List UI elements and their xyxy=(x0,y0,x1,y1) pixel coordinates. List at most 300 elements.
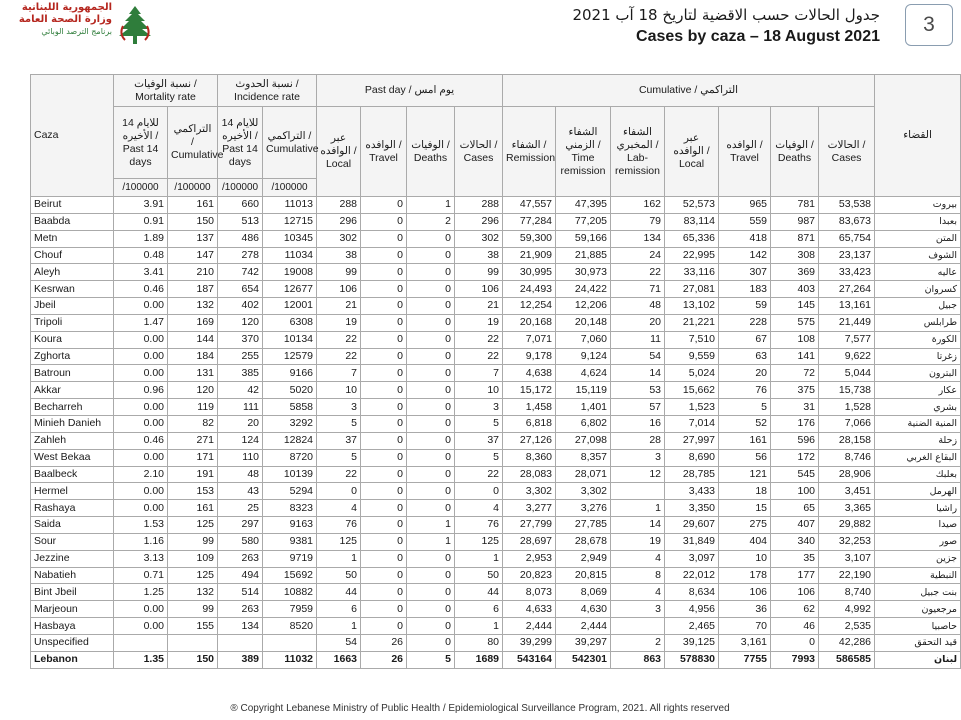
table-cell: 0.46 xyxy=(114,432,168,449)
caza-name-arabic: كسروان xyxy=(875,281,961,298)
table-cell: 99 xyxy=(317,264,361,281)
table-cell: 72 xyxy=(771,365,819,382)
table-cell: 0 xyxy=(407,298,455,315)
table-cell: 5 xyxy=(719,399,771,416)
table-cell: 176 xyxy=(771,415,819,432)
table-cell: 389 xyxy=(218,651,263,668)
table-cell: 54 xyxy=(317,634,361,651)
caza-name: Minieh Danieh xyxy=(31,415,114,432)
logo-text xyxy=(8,2,112,38)
table-cell: 28 xyxy=(611,432,665,449)
table-cell: 20,148 xyxy=(556,314,611,331)
table-cell: 144 xyxy=(168,331,218,348)
col-pastday-local: عبر الوافده / Local xyxy=(317,107,361,197)
caza-name: Lebanon xyxy=(31,651,114,668)
table-cell: 70 xyxy=(719,618,771,635)
table-cell: 38 xyxy=(317,247,361,264)
table-cell: 3,365 xyxy=(819,500,875,517)
table-cell: 150 xyxy=(168,651,218,668)
table-cell: 65,754 xyxy=(819,230,875,247)
table-cell: 9,622 xyxy=(819,348,875,365)
table-cell: 0.00 xyxy=(114,500,168,517)
table-cell: 14 xyxy=(611,365,665,382)
table-cell: 0 xyxy=(407,281,455,298)
table-cell: 0 xyxy=(361,314,407,331)
table-cell: 2,444 xyxy=(556,618,611,635)
table-cell: 10345 xyxy=(263,230,317,247)
table-cell: 308 xyxy=(771,247,819,264)
table-cell: 0.00 xyxy=(114,415,168,432)
table-cell: 4,956 xyxy=(665,601,719,618)
table-cell: 59,300 xyxy=(503,230,556,247)
caza-name: Aleyh xyxy=(31,264,114,281)
table-cell: 10 xyxy=(455,382,503,399)
table-cell xyxy=(611,618,665,635)
page-title xyxy=(572,4,880,48)
table-cell: 486 xyxy=(218,230,263,247)
table-cell: 29,607 xyxy=(665,517,719,534)
table-cell: 4,638 xyxy=(503,365,556,382)
col-cumulative-deaths: الوفيات / Deaths xyxy=(771,107,819,197)
table-cell: 43 xyxy=(218,483,263,500)
ministry-logo xyxy=(8,2,156,46)
caza-name: West Bekaa xyxy=(31,449,114,466)
table-cell: 5 xyxy=(455,415,503,432)
col-cumulative-cases: الحالات / Cases xyxy=(819,107,875,197)
table-cell: 302 xyxy=(455,230,503,247)
table-cell: 0 xyxy=(407,584,455,601)
table-row xyxy=(31,601,961,618)
table-cell: 28,678 xyxy=(556,533,611,550)
table-cell: 3,302 xyxy=(503,483,556,500)
table-cell: 871 xyxy=(771,230,819,247)
table-cell: 1 xyxy=(317,618,361,635)
table-cell: 39,125 xyxy=(665,634,719,651)
table-cell: 15,172 xyxy=(503,382,556,399)
table-cell: 37 xyxy=(317,432,361,449)
table-cell: 4,992 xyxy=(819,601,875,618)
caza-name: Rashaya xyxy=(31,500,114,517)
table-cell: 4,633 xyxy=(503,601,556,618)
table-row xyxy=(31,281,961,298)
table-cell: 18 xyxy=(719,483,771,500)
table-cell: 47,557 xyxy=(503,197,556,214)
table-cell: 21 xyxy=(317,298,361,315)
table-cell: 99 xyxy=(455,264,503,281)
table-cell: 1.53 xyxy=(114,517,168,534)
table-cell: 62 xyxy=(771,601,819,618)
table-cell: 65 xyxy=(771,500,819,517)
table-cell: 0 xyxy=(361,483,407,500)
table-cell: 67 xyxy=(719,331,771,348)
past-day-header: Past day / يوم امس xyxy=(317,75,503,107)
table-cell: 187 xyxy=(168,281,218,298)
table-cell: 28,071 xyxy=(556,466,611,483)
copyright-footer: ® Copyright Lebanese Ministry of Public Health / Epidemiological Surveillance Program, 2021. All rights reserved xyxy=(230,703,730,714)
table-cell: 0.00 xyxy=(114,399,168,416)
table-cell: 108 xyxy=(771,331,819,348)
table-cell: 0 xyxy=(361,213,407,230)
table-cell: 147 xyxy=(168,247,218,264)
table-cell: 161 xyxy=(719,432,771,449)
table-cell: 340 xyxy=(771,533,819,550)
table-cell: 559 xyxy=(719,213,771,230)
table-cell: 375 xyxy=(771,382,819,399)
table-row xyxy=(31,399,961,416)
table-cell: 965 xyxy=(719,197,771,214)
table-row xyxy=(31,314,961,331)
caza-name: Unspecified xyxy=(31,634,114,651)
table-cell: 33,116 xyxy=(665,264,719,281)
caza-name: Baalbeck xyxy=(31,466,114,483)
table-cell: 0 xyxy=(407,415,455,432)
table-cell: 385 xyxy=(218,365,263,382)
caza-name-arabic: بعلبك xyxy=(875,466,961,483)
table-cell: 50 xyxy=(455,567,503,584)
col-pastday-cases: الحالات / Cases xyxy=(455,107,503,197)
table-cell: 0 xyxy=(361,533,407,550)
table-cell: 0 xyxy=(361,500,407,517)
table-cell: 21,909 xyxy=(503,247,556,264)
table-cell xyxy=(611,483,665,500)
col-lab-remission: الشفاء المخبري / Lab-remission xyxy=(611,107,665,197)
table-cell: 3.13 xyxy=(114,550,168,567)
table-cell: 77,205 xyxy=(556,213,611,230)
table-cell: 3292 xyxy=(263,415,317,432)
table-cell: 80 xyxy=(455,634,503,651)
table-cell: 1.89 xyxy=(114,230,168,247)
cedar-icon xyxy=(115,4,155,46)
table-cell: 5294 xyxy=(263,483,317,500)
table-cell: 7 xyxy=(455,365,503,382)
table-cell: 2,949 xyxy=(556,550,611,567)
table-cell: 0.91 xyxy=(114,213,168,230)
table-cell: 0.48 xyxy=(114,247,168,264)
caza-name: Jezzine xyxy=(31,550,114,567)
caza-name-arabic: صور xyxy=(875,533,961,550)
table-cell: 0 xyxy=(361,247,407,264)
table-cell: 22 xyxy=(317,348,361,365)
table-cell: 125 xyxy=(317,533,361,550)
unit-label: /100000 xyxy=(114,179,168,197)
caza-name-arabic: حاصبيا xyxy=(875,618,961,635)
table-cell: 307 xyxy=(719,264,771,281)
cumulative-header: Cumulative / التراكمي xyxy=(503,75,875,107)
table-cell: 9381 xyxy=(263,533,317,550)
caza-name: Baabda xyxy=(31,213,114,230)
table-cell: 137 xyxy=(168,230,218,247)
table-cell: 79 xyxy=(611,213,665,230)
caza-name: Beirut xyxy=(31,197,114,214)
table-cell: 111 xyxy=(218,399,263,416)
caza-name: Marjeoun xyxy=(31,601,114,618)
table-cell: 0 xyxy=(361,432,407,449)
table-cell: 33,423 xyxy=(819,264,875,281)
col-time-remission: الشفاء الزمني / Time remission xyxy=(556,107,611,197)
table-cell: 7755 xyxy=(719,651,771,668)
logo-line-1: الجمهورية اللبنانية xyxy=(21,2,112,13)
table-cell xyxy=(114,634,168,651)
table-cell: 121 xyxy=(719,466,771,483)
table-cell: 514 xyxy=(218,584,263,601)
table-cell: 575 xyxy=(771,314,819,331)
table-cell: 403 xyxy=(771,281,819,298)
table-cell: 1.16 xyxy=(114,533,168,550)
table-cell: 12,206 xyxy=(556,298,611,315)
table-cell: 42 xyxy=(218,382,263,399)
table-cell xyxy=(168,634,218,651)
table-cell: 0 xyxy=(361,365,407,382)
table-cell: 106 xyxy=(455,281,503,298)
table-cell: 12001 xyxy=(263,298,317,315)
caza-header: Caza xyxy=(31,75,114,197)
table-row xyxy=(31,264,961,281)
table-cell: 0.71 xyxy=(114,567,168,584)
caza-name-arabic: عكار xyxy=(875,382,961,399)
table-cell: 3,161 xyxy=(719,634,771,651)
cases-table xyxy=(30,74,961,669)
table-cell: 2,465 xyxy=(665,618,719,635)
table-cell: 586585 xyxy=(819,651,875,668)
table-cell: 0.00 xyxy=(114,365,168,382)
table-cell: 27,098 xyxy=(556,432,611,449)
table-cell: 28,158 xyxy=(819,432,875,449)
table-cell: 578830 xyxy=(665,651,719,668)
table-cell: 26 xyxy=(361,651,407,668)
table-cell: 6,818 xyxy=(503,415,556,432)
table-cell: 20,815 xyxy=(556,567,611,584)
table-cell: 5 xyxy=(407,651,455,668)
table-row xyxy=(31,432,961,449)
caza-name-arabic: مرجعيون xyxy=(875,601,961,618)
caza-arabic-header: القضاء xyxy=(875,75,961,197)
table-cell: 1 xyxy=(407,517,455,534)
caza-name-arabic: راشيا xyxy=(875,500,961,517)
table-cell: 0 xyxy=(317,483,361,500)
table-cell: 8,069 xyxy=(556,584,611,601)
table-cell: 6308 xyxy=(263,314,317,331)
table-cell: 3,451 xyxy=(819,483,875,500)
table-body xyxy=(31,197,961,669)
table-cell: 39,297 xyxy=(556,634,611,651)
table-row xyxy=(31,197,961,214)
caza-name-arabic: جزين xyxy=(875,550,961,567)
table-row xyxy=(31,517,961,534)
col-incidence-14d: للايام 14 الأخيره / Past 14 days xyxy=(218,107,263,179)
table-cell: 106 xyxy=(719,584,771,601)
caza-name: Nabatieh xyxy=(31,567,114,584)
table-cell: 125 xyxy=(168,567,218,584)
table-cell: 3 xyxy=(317,399,361,416)
table-cell: 54 xyxy=(611,348,665,365)
table-cell: 56 xyxy=(719,449,771,466)
table-cell: 0 xyxy=(361,399,407,416)
table-cell: 76 xyxy=(719,382,771,399)
table-cell: 742 xyxy=(218,264,263,281)
caza-name-arabic: بشري xyxy=(875,399,961,416)
table-cell: 15,662 xyxy=(665,382,719,399)
table-cell: 404 xyxy=(719,533,771,550)
table-cell: 120 xyxy=(168,382,218,399)
table-cell: 660 xyxy=(218,197,263,214)
table-cell: 59,166 xyxy=(556,230,611,247)
table-cell xyxy=(218,634,263,651)
table-row xyxy=(31,533,961,550)
caza-name-arabic: زغرتا xyxy=(875,348,961,365)
table-cell: 2,535 xyxy=(819,618,875,635)
table-cell: 28,697 xyxy=(503,533,556,550)
table-cell: 3,433 xyxy=(665,483,719,500)
table-cell: 0 xyxy=(407,382,455,399)
table-cell: 178 xyxy=(719,567,771,584)
table-row xyxy=(31,550,961,567)
table-cell: 987 xyxy=(771,213,819,230)
table-cell: 132 xyxy=(168,298,218,315)
table-cell: 30,973 xyxy=(556,264,611,281)
table-cell: 27,081 xyxy=(665,281,719,298)
table-cell: 9,559 xyxy=(665,348,719,365)
table-cell: 5 xyxy=(317,415,361,432)
table-cell: 24,493 xyxy=(503,281,556,298)
table-cell: 162 xyxy=(611,197,665,214)
table-cell: 494 xyxy=(218,567,263,584)
table-cell: 47,395 xyxy=(556,197,611,214)
table-cell: 7,071 xyxy=(503,331,556,348)
table-row xyxy=(31,618,961,635)
table-cell: 0 xyxy=(407,601,455,618)
table-cell: 23,137 xyxy=(819,247,875,264)
table-cell: 1 xyxy=(407,533,455,550)
table-cell: 11013 xyxy=(263,197,317,214)
table-cell: 8720 xyxy=(263,449,317,466)
table-cell: 48 xyxy=(611,298,665,315)
table-cell: 7,014 xyxy=(665,415,719,432)
caza-name: Metn xyxy=(31,230,114,247)
table-cell: 171 xyxy=(168,449,218,466)
caza-name-arabic: بيروت xyxy=(875,197,961,214)
caza-name: Hermel xyxy=(31,483,114,500)
table-cell: 0.00 xyxy=(114,298,168,315)
table-cell: 3,277 xyxy=(503,500,556,517)
table-cell: 44 xyxy=(455,584,503,601)
table-cell: 0 xyxy=(361,550,407,567)
table-cell: 0 xyxy=(407,264,455,281)
table-cell: 106 xyxy=(771,584,819,601)
table-cell: 4,630 xyxy=(556,601,611,618)
caza-name: Kesrwan xyxy=(31,281,114,298)
table-cell: 8,634 xyxy=(665,584,719,601)
table-cell: 11032 xyxy=(263,651,317,668)
table-cell: 6,802 xyxy=(556,415,611,432)
table-cell: 4 xyxy=(611,550,665,567)
table-cell: 0 xyxy=(407,634,455,651)
table-cell: 302 xyxy=(317,230,361,247)
table-cell: 8,360 xyxy=(503,449,556,466)
table-cell: 0 xyxy=(407,618,455,635)
caza-name-arabic: البقاع الغربي xyxy=(875,449,961,466)
table-cell: 297 xyxy=(218,517,263,534)
col-mortality-14d: للايام 14 الأخيره / Past 14 days xyxy=(114,107,168,179)
table-cell: 7 xyxy=(317,365,361,382)
table-cell: 0 xyxy=(407,567,455,584)
table-cell: 8,357 xyxy=(556,449,611,466)
table-cell: 596 xyxy=(771,432,819,449)
table-cell: 8323 xyxy=(263,500,317,517)
table-cell: 0 xyxy=(771,634,819,651)
caza-name-arabic: الهرمل xyxy=(875,483,961,500)
caza-name-arabic: البترون xyxy=(875,365,961,382)
table-cell: 6 xyxy=(317,601,361,618)
logo-line-2: وزارة الصحة العامة xyxy=(18,14,112,25)
table-cell: 20,823 xyxy=(503,567,556,584)
table-cell: 5,044 xyxy=(819,365,875,382)
table-cell: 19 xyxy=(317,314,361,331)
table-cell: 22 xyxy=(455,348,503,365)
table-cell: 31 xyxy=(771,399,819,416)
table-cell: 39,299 xyxy=(503,634,556,651)
table-cell: 29,882 xyxy=(819,517,875,534)
table-cell: 27,264 xyxy=(819,281,875,298)
table-cell: 20,168 xyxy=(503,314,556,331)
table-cell: 5020 xyxy=(263,382,317,399)
caza-name-arabic: عاليه xyxy=(875,264,961,281)
table-cell: 19 xyxy=(455,314,503,331)
table-cell: 13,102 xyxy=(665,298,719,315)
caza-name-arabic: طرابلس xyxy=(875,314,961,331)
table-cell: 14 xyxy=(611,517,665,534)
caza-name-arabic: لبنان xyxy=(875,651,961,668)
table-cell: 2 xyxy=(611,634,665,651)
table-cell: 20 xyxy=(611,314,665,331)
caza-name-arabic: النبطية xyxy=(875,567,961,584)
table-cell: 52 xyxy=(719,415,771,432)
table-cell: 27,126 xyxy=(503,432,556,449)
table-cell: 0 xyxy=(407,230,455,247)
table-cell: 7,577 xyxy=(819,331,875,348)
table-cell: 1.35 xyxy=(114,651,168,668)
table-row xyxy=(31,298,961,315)
table-cell: 44 xyxy=(317,584,361,601)
caza-name-arabic: صيدا xyxy=(875,517,961,534)
table-cell: 21,449 xyxy=(819,314,875,331)
table-cell: 32,253 xyxy=(819,533,875,550)
table-cell: 22,190 xyxy=(819,567,875,584)
table-cell: 543164 xyxy=(503,651,556,668)
table-cell: 9163 xyxy=(263,517,317,534)
table-cell: 16 xyxy=(611,415,665,432)
table-cell: 0.00 xyxy=(114,483,168,500)
table-cell: 20 xyxy=(719,365,771,382)
table-cell: 10139 xyxy=(263,466,317,483)
table-cell: 7959 xyxy=(263,601,317,618)
table-cell: 9,124 xyxy=(556,348,611,365)
table-cell: 1 xyxy=(455,550,503,567)
table-cell: 150 xyxy=(168,213,218,230)
table-cell: 9719 xyxy=(263,550,317,567)
table-row xyxy=(31,382,961,399)
caza-name-arabic: قيد التحقق xyxy=(875,634,961,651)
unit-label: /100000 xyxy=(168,179,218,197)
table-cell: 0 xyxy=(361,567,407,584)
table-cell: 36 xyxy=(719,601,771,618)
table-cell: 109 xyxy=(168,550,218,567)
col-remission: الشفاء / Remission xyxy=(503,107,556,197)
table-cell: 0 xyxy=(455,483,503,500)
col-cumulative-local: عبر الوافده / Local xyxy=(665,107,719,197)
table-cell: 11 xyxy=(611,331,665,348)
table-cell: 0.00 xyxy=(114,449,168,466)
table-cell: 271 xyxy=(168,432,218,449)
